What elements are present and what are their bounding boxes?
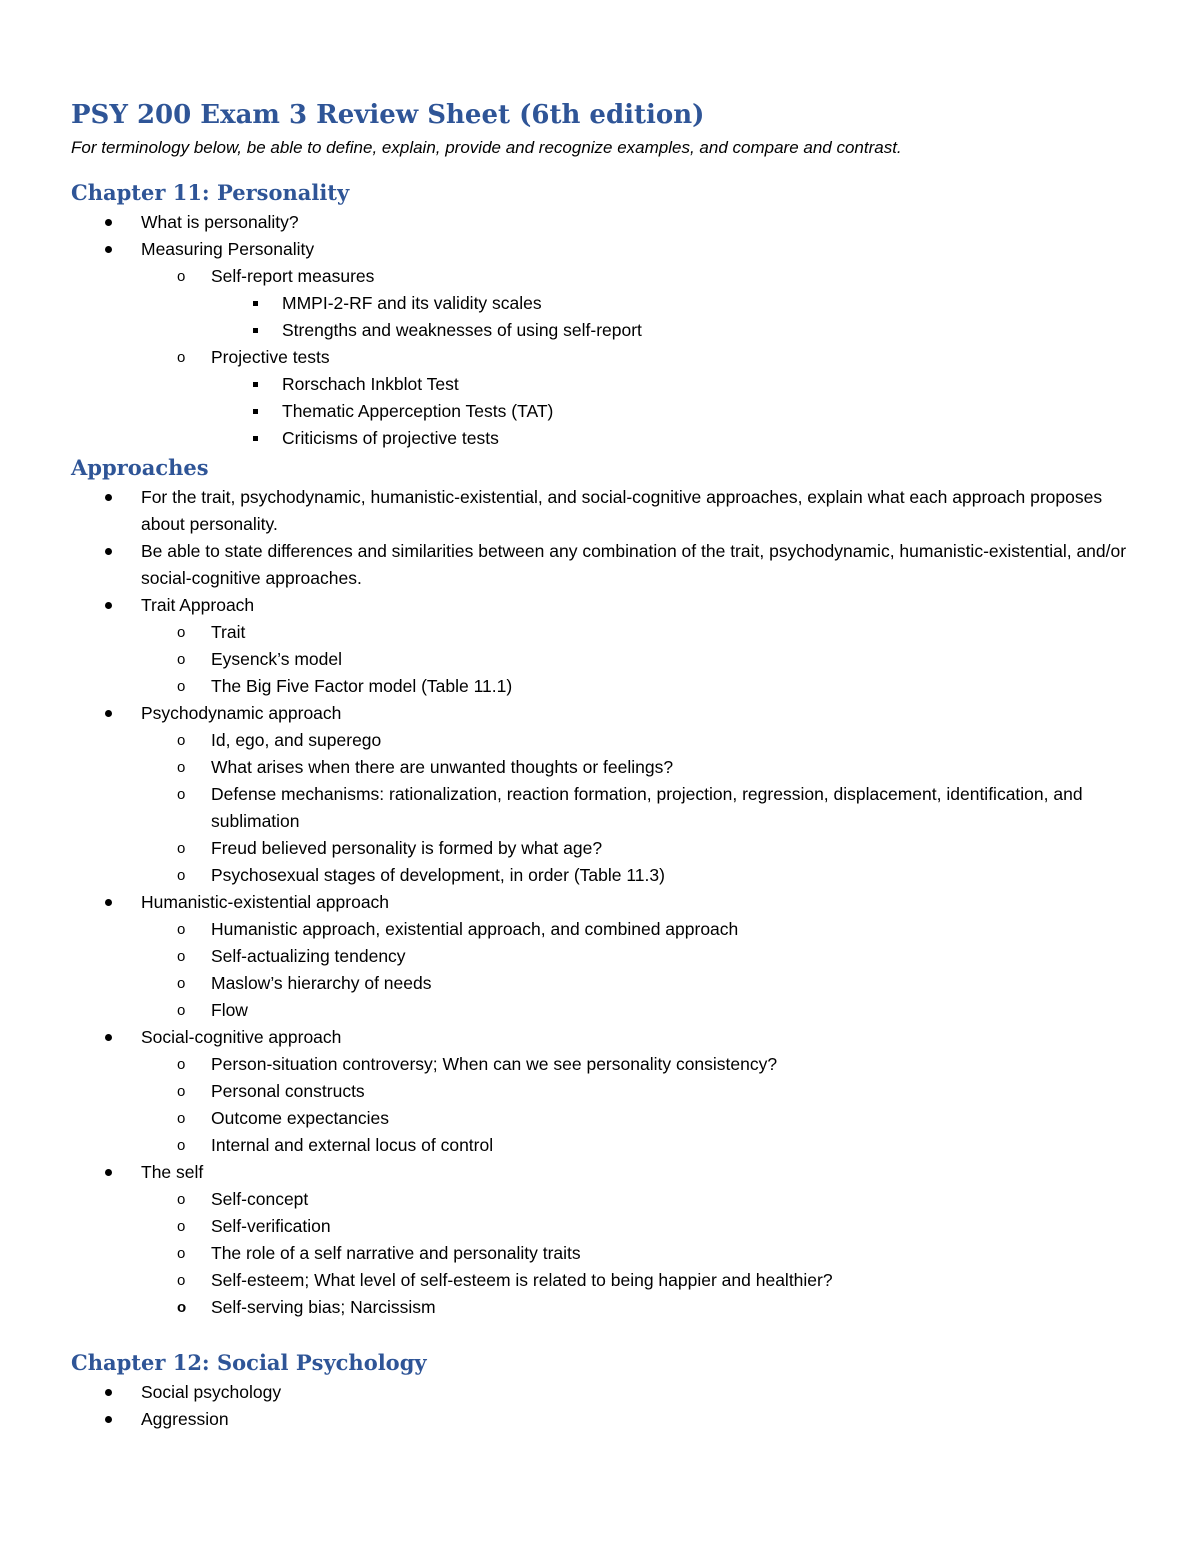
list-item: o Eysenck’s model [71,646,1131,673]
list-item: o What arises when there are unwanted thoughts or feelings? [71,754,1131,781]
list-item: Rorschach Inkblot Test [71,371,1131,398]
circle-bullet-icon: o [177,732,186,749]
list-item: o Person-situation controversy; When can we see personality consistency? [71,1051,1131,1078]
list-item: Trait Approach [71,592,1131,619]
list-item: Criticisms of projective tests [71,425,1131,452]
list-item: The self [71,1159,1131,1186]
document-subtitle: For terminology below, be able to define, explain, provide and recognize examples, and compare and contrast. [71,138,902,157]
square-bullet-icon [253,425,258,452]
list-item: o The Big Five Factor model (Table 11.1) [71,673,1131,700]
approaches-heading: Approaches [71,455,209,480]
document-title: PSY 200 Exam 3 Review Sheet (6th edition) [71,100,705,130]
chapter-11-heading: Chapter 11: Personality [71,180,350,205]
bullet-icon [105,700,112,727]
circle-bullet-icon: o [177,1272,186,1289]
list-item: For the trait, psychodynamic, humanistic-existential, and social-cognitive approaches, explain what each approach proposes about personality. [71,484,1131,538]
list-item: o Psychosexual stages of development, in order (Table 11.3) [71,862,1131,889]
list-item: o Internal and external locus of control [71,1132,1131,1159]
list-item: o Freud believed personality is formed by what age? [71,835,1131,862]
circle-bullet-icon: o [177,840,186,857]
circle-bullet-icon: o [177,1002,186,1019]
circle-bullet-icon: o [177,349,186,366]
circle-bullet-icon: o [177,786,186,803]
chapter-12-heading: Chapter 12: Social Psychology [71,1350,427,1375]
chapter-11-list [71,209,1131,452]
list-item: o Projective tests [71,344,1131,371]
list-item: o Flow [71,997,1131,1024]
bullet-icon [105,236,112,263]
circle-bullet-icon: o [177,948,186,965]
circle-bullet-icon: o [177,1299,187,1316]
list-item: o The role of a self narrative and personality traits [71,1240,1131,1267]
circle-bullet-icon: o [177,759,186,776]
circle-bullet-icon: o [177,1218,186,1235]
list-item: Humanistic-existential approach [71,889,1131,916]
circle-bullet-icon: o [177,1083,186,1100]
bullet-icon [105,1159,112,1186]
approaches-list [71,484,1131,1321]
bullet-icon [105,1379,112,1406]
bullet-icon [105,209,112,236]
list-item: Social psychology [71,1379,1131,1406]
list-item: Measuring Personality [71,236,1131,263]
bullet-icon [105,1406,112,1433]
list-item: What is personality? [71,209,1131,236]
list-item: o Humanistic approach, existential approach, and combined approach [71,916,1131,943]
list-item: o Outcome expectancies [71,1105,1131,1132]
list-item: o Personal constructs [71,1078,1131,1105]
list-item: o Self-concept [71,1186,1131,1213]
bullet-icon [105,538,112,565]
list-item: MMPI-2-RF and its validity scales [71,290,1131,317]
circle-bullet-icon: o [177,921,186,938]
circle-bullet-icon: o [177,1191,186,1208]
list-item: o Self-serving bias; Narcissism [71,1294,1131,1321]
list-item: o Id, ego, and superego [71,727,1131,754]
circle-bullet-icon: o [177,1056,186,1073]
list-item: o Maslow’s hierarchy of needs [71,970,1131,997]
circle-bullet-icon: o [177,867,186,884]
circle-bullet-icon: o [177,268,186,285]
list-item: o Self-report measures [71,263,1131,290]
list-item: o Defense mechanisms: rationalization, reaction formation, projection, regression, displacement, identification, and sublimation [71,781,1131,835]
list-item: o Self-esteem; What level of self-esteem is related to being happier and healthier? [71,1267,1131,1294]
chapter-12-list [71,1379,1131,1433]
square-bullet-icon [253,371,258,398]
list-item: Thematic Apperception Tests (TAT) [71,398,1131,425]
document-page [71,96,1131,1433]
bullet-icon [105,1024,112,1051]
circle-bullet-icon: o [177,1137,186,1154]
list-item: o Self-actualizing tendency [71,943,1131,970]
bullet-icon [105,889,112,916]
list-item: o Trait [71,619,1131,646]
circle-bullet-icon: o [177,1245,186,1262]
list-item: Psychodynamic approach [71,700,1131,727]
circle-bullet-icon: o [177,651,186,668]
circle-bullet-icon: o [177,678,186,695]
list-item: Social-cognitive approach [71,1024,1131,1051]
square-bullet-icon [253,317,258,344]
list-item: Be able to state differences and similarities between any combination of the trait, psychodynamic, humanistic-existential, and/or social-cognitive approaches. [71,538,1131,592]
list-item: o Self-verification [71,1213,1131,1240]
list-item: Aggression [71,1406,1131,1433]
square-bullet-icon [253,290,258,317]
circle-bullet-icon: o [177,1110,186,1127]
bullet-icon [105,592,112,619]
bullet-icon [105,484,112,511]
circle-bullet-icon: o [177,624,186,641]
list-item: Strengths and weaknesses of using self-report [71,317,1131,344]
circle-bullet-icon: o [177,975,186,992]
square-bullet-icon [253,398,258,425]
